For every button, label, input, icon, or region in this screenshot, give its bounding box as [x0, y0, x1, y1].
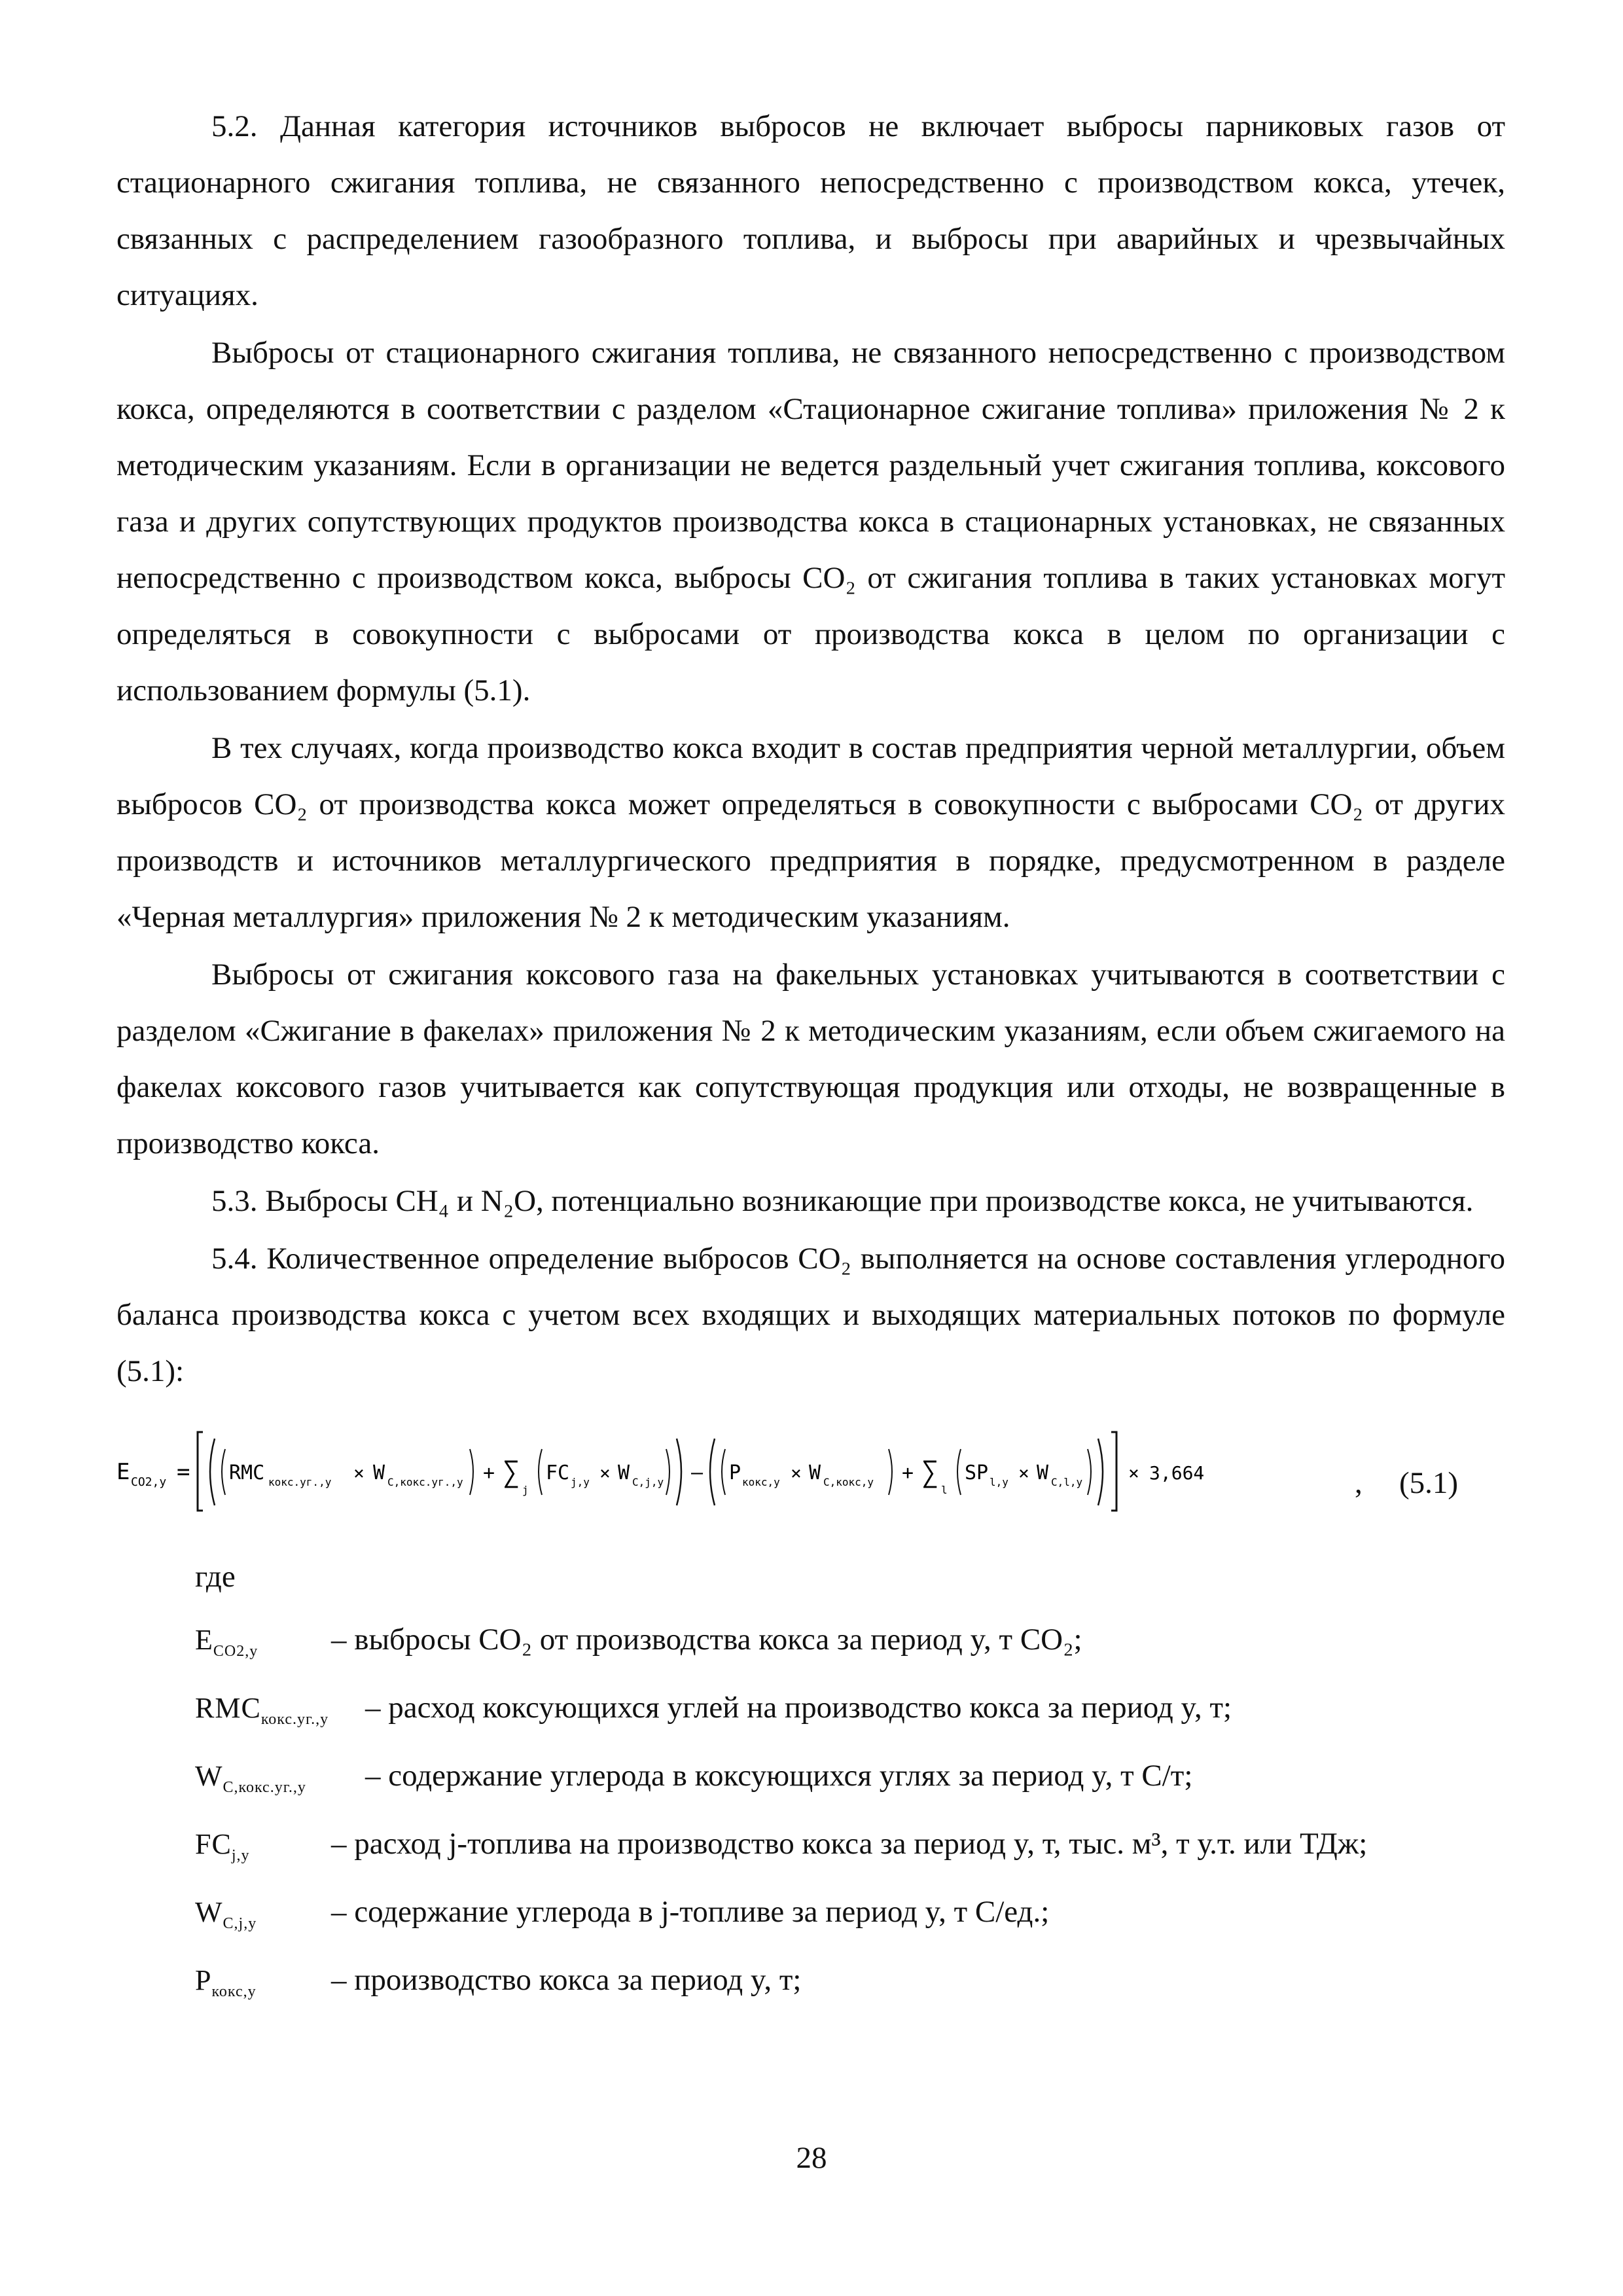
- equals-sign: =: [177, 1459, 190, 1485]
- paragraph-5-3: 5.3. Выбросы СН₄ и N₂O, потенциально возникающие при производстве кокса, не учитываются.: [211, 1184, 1474, 1218]
- formula-expression: [116, 1426, 1255, 1517]
- formula-number: (5.1): [1399, 1466, 1459, 1500]
- symbol-main: W: [195, 1896, 223, 1928]
- formula-t1: RMC: [229, 1462, 265, 1484]
- sum-sign-1: ∑: [503, 1456, 520, 1489]
- paren-close-6: [1088, 1449, 1091, 1495]
- times-sign-4: ×: [1018, 1462, 1029, 1484]
- symbol-sub: CO2,y: [213, 1643, 259, 1660]
- definition-text: – расход j-топлива на производство кокса за период y, т, тыс. м³, т у.т. или ТДж;: [331, 1827, 1368, 1861]
- definition-p-coke: [195, 1952, 1505, 2020]
- definition-symbol: [195, 1612, 331, 1679]
- formula-t4-sub: C,j,y: [632, 1476, 664, 1488]
- minus-sign: –: [691, 1462, 704, 1484]
- formula-t4: W: [618, 1462, 630, 1484]
- paren-close-3: [666, 1449, 669, 1495]
- times-sign-2: ×: [599, 1462, 611, 1484]
- definition-text: – выбросы СО₂ от производства кокса за период y, т СО₂;: [331, 1623, 1082, 1657]
- bracket-right: [1111, 1432, 1116, 1511]
- definition-text: – содержание углерода в коксующихся углях за период y, т С/т;: [365, 1759, 1193, 1793]
- definition-symbol: [195, 1680, 365, 1748]
- formula-t3-sub: j,y: [571, 1476, 590, 1488]
- paren-close-2: [470, 1449, 473, 1495]
- definition-text: – расход коксующихся углей на производство кокса за период y, т;: [365, 1691, 1232, 1725]
- symbol-sub: j,y: [231, 1847, 250, 1864]
- paren-open-3: [539, 1449, 542, 1495]
- page-number: 28: [796, 2141, 827, 2175]
- paren-close-1: [677, 1439, 681, 1505]
- formula-factor: 3,664: [1149, 1462, 1205, 1484]
- paragraph-5-4: 5.4. Количественное определение выбросов СО₂ выполняется на основе составления углеродного баланса производства кокса с учетом всех входящих и выходящих материальных потоков по формуле (5.1):: [116, 1242, 1505, 1388]
- symbol-main: W: [195, 1760, 223, 1792]
- formula-t2-sub: C,кокс.уг.,y: [387, 1476, 463, 1488]
- formula-t2: W: [373, 1462, 385, 1484]
- formula-t7-sub: l,y: [990, 1476, 1008, 1488]
- times-sign-1: ×: [353, 1462, 365, 1484]
- paren-open-6: [957, 1449, 961, 1495]
- symbol-sub: кокс.уг.,y: [260, 1711, 329, 1728]
- definition-text: – производство кокса за период y, т;: [331, 1963, 802, 1997]
- formula-sum-sub: j: [522, 1484, 529, 1496]
- plus-sign-2: +: [902, 1462, 914, 1484]
- formula-t7: SP: [965, 1462, 989, 1484]
- paragraph-stationary-combustion: Выбросы от стационарного сжигания топлива, не связанного непосредственно с производством кокса, определяются в соответствии с разделом «Стационарное сжигание топлива» приложения № 2 к методическим указаниям. Если в организации не ведется раздельный учет сжигания топлива, коксового газа и других сопутствующих продуктов производства кокса в стационарных установках, не связанных непосредственно с производством кокса, выбросы СО₂ от сжигания топлива в таких установках могут определяться в совокупности с выбросами от производства кокса в целом по организации с использованием формулы (5.1).: [116, 336, 1505, 708]
- formula-t3: FC: [546, 1462, 570, 1484]
- formula-5-1: [116, 1403, 1505, 1541]
- definition-fc: [195, 1816, 1505, 1884]
- paragraph-5-2: 5.2. Данная категория источников выбросов не включает выбросы парниковых газов от стационарного сжигания топлива, не связанного непосредственно с производством кокса, утечек, связанных с распределением газообразного топлива, и выбросы при аварийных и чрезвычайных ситуациях.: [116, 109, 1505, 312]
- definition-symbol: [195, 1816, 331, 1884]
- definition-text: – содержание углерода в j-топливе за период y, т С/ед.;: [331, 1895, 1050, 1929]
- definitions-list: [195, 1611, 1505, 2020]
- definition-w-fuel: [195, 1884, 1505, 1952]
- paren-close-5: [889, 1449, 892, 1495]
- times-sign-5: ×: [1128, 1462, 1139, 1484]
- formula-t1-sub: кокс.уг.,y: [268, 1476, 332, 1488]
- symbol-main: FC: [195, 1828, 232, 1860]
- formula-t5-sub: кокс,y: [742, 1476, 780, 1488]
- paren-open-4: [710, 1439, 715, 1505]
- definition-symbol: [195, 1884, 331, 1952]
- sum-sign-2: ∑: [921, 1456, 939, 1489]
- symbol-main: E: [195, 1624, 213, 1656]
- bracket-left: [198, 1432, 203, 1511]
- paren-open-2: [222, 1449, 225, 1495]
- paren-open-1: [210, 1439, 215, 1505]
- formula-sum2-sub: l: [941, 1484, 948, 1496]
- formula-t6: W: [809, 1462, 821, 1484]
- symbol-main: RMC: [195, 1692, 261, 1724]
- formula-t8-sub: C,l,y: [1051, 1476, 1083, 1488]
- formula-t6-sub: C,кокс,y: [823, 1476, 874, 1488]
- formula-t5: P: [729, 1462, 741, 1484]
- paren-open-5: [722, 1449, 725, 1495]
- document-body: [116, 98, 1505, 2020]
- symbol-main: P: [195, 1964, 212, 1996]
- paren-close-4: [1098, 1439, 1103, 1505]
- definition-symbol: [195, 1952, 331, 2020]
- times-sign-3: ×: [791, 1462, 802, 1484]
- symbol-sub: C,кокс.уг.,y: [223, 1779, 306, 1796]
- symbol-sub: кокс,y: [211, 1983, 257, 2000]
- formula-comma: ,: [1355, 1466, 1363, 1500]
- paragraph-ferrous-metallurgy: В тех случаях, когда производство кокса входит в состав предприятия черной металлургии, объем выбросов СО₂ от производства кокса может определяться в совокупности с выбросами СО₂ от других производств и источников металлургического предприятия в порядке, предусмотренном в разделе «Черная металлургия» приложения № 2 к методическим указаниям.: [116, 731, 1505, 934]
- definition-e-co2: [195, 1611, 1505, 1679]
- formula-lhs-sub: CO2,y: [131, 1475, 167, 1489]
- definition-symbol: [195, 1748, 365, 1816]
- formula-lhs: E: [116, 1459, 130, 1485]
- symbol-sub: C,j,y: [223, 1915, 257, 1932]
- formula-t8: W: [1037, 1462, 1049, 1484]
- paragraph-flare-combustion: Выбросы от сжигания коксового газа на факельных установках учитываются в соответствии с разделом «Сжигание в факелах» приложения № 2 к методическим указаниям, если объем сжигаемого на факелах коксового газов учитывается как сопутствующая продукция или отходы, не возвращенные в производство кокса.: [116, 958, 1505, 1160]
- plus-sign-1: +: [483, 1462, 495, 1484]
- definition-w-coal: [195, 1748, 1505, 1816]
- where-label: где: [195, 1560, 236, 1594]
- definition-rmc: [195, 1679, 1505, 1748]
